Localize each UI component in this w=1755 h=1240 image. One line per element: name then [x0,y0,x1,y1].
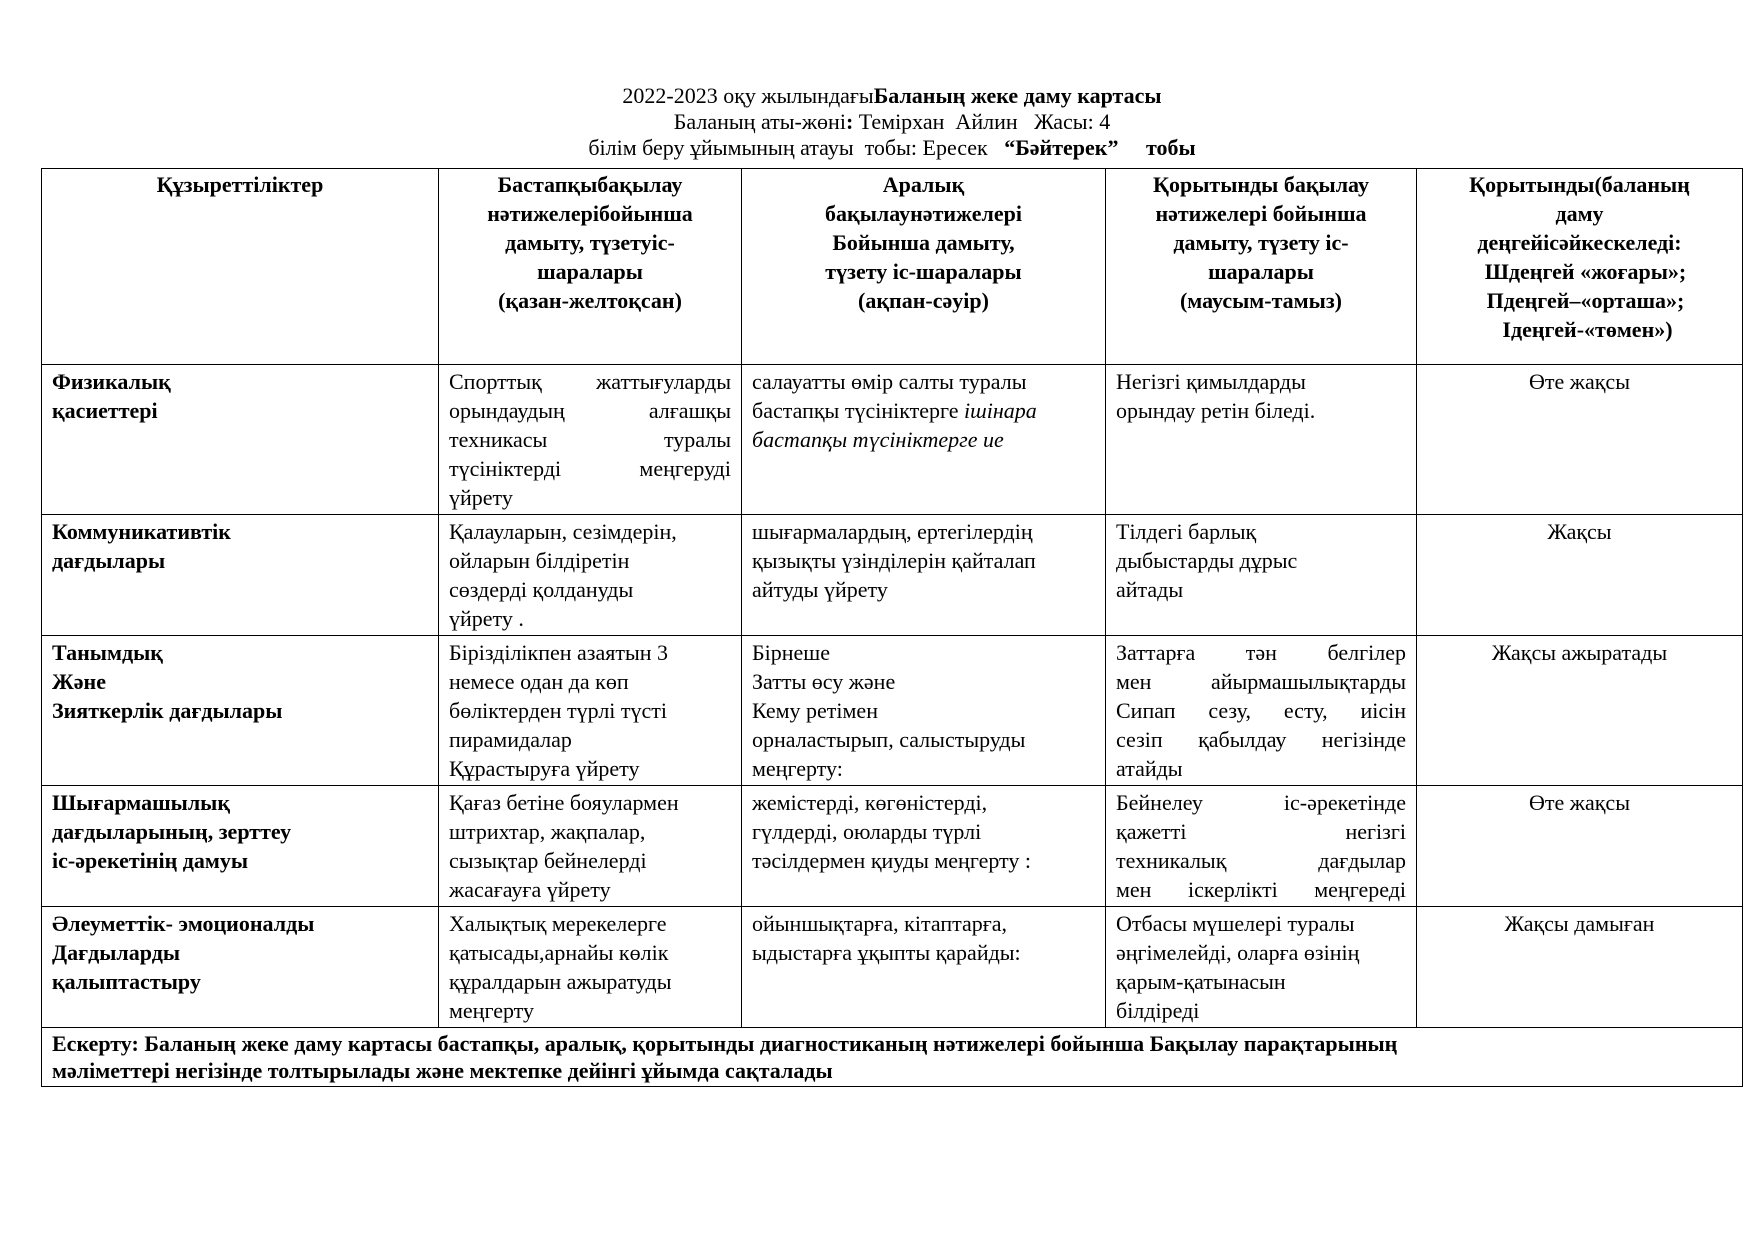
cell-line: шығармалардың, ертегілердің [752,519,1033,544]
cell-line: Танымдық [52,640,163,665]
cell-line: Отбасы мүшелері туралы [1116,911,1355,936]
result-cell: Жақсы дамыған [1417,907,1743,1028]
cell-line: орналастырып, салыстыруды [752,727,1026,752]
column-header-line: деңгейісәйкескеледі: [1477,230,1682,255]
group-gap [1118,135,1146,160]
cell-line-italic: бастапқы түсініктерге ие [752,427,1004,452]
header-line-title [42,83,1742,109]
cell-line: Бірізділікпен азаятын 3 [449,640,669,665]
cell-line: Спорттық жаттығуларды [449,369,731,394]
column-header-line: даму [1555,201,1604,226]
cell-line: атайды [1116,756,1183,781]
cell-line: қалыптастыру [52,969,201,994]
cell-line: ойларын білдіретін [449,548,630,573]
result-cell: Өте жақсы [1417,786,1743,907]
cell-line: сөздерді қолдануды [449,577,634,602]
column-header-line: Ідеңгей-«төмен») [1502,317,1673,342]
initial-measures-cell [439,907,742,1028]
table-row [42,515,1743,636]
cell-line: Заттарға тән белгілер [1116,640,1406,665]
cell-line: дағдылары [52,548,166,573]
cell-line: түсініктерді меңгеруді [449,456,731,481]
cell-line: Коммуникативтік [52,519,231,544]
cell-line: Сипап сезу, есту, иісін [1116,698,1406,723]
cell-line: Бірнеше [752,640,830,665]
cell-text: бастапқы түсініктерге [752,398,964,423]
group-label: білім беру ұйымының атауы тобы: Ересек [588,135,1005,160]
cell-line: Физикалық [52,369,171,394]
column-header-line: түзету іс-шаралары [825,259,1022,284]
cell-line: ойыншықтарға, кітаптарға, [752,911,1008,936]
cell-line: гүлдерді, оюларды түрлі [752,819,982,844]
cell-line: Құрастыруға үйрету [449,756,640,781]
cell-line: меңгерту [449,998,534,1023]
note-cell [42,1028,1743,1087]
column-header-line: шаралары [537,259,643,284]
cell-line: Қалауларын, сезімдерін, [449,519,677,544]
cell-line: Тілдегі барлық [1116,519,1257,544]
document-title: Баланың жеке даму картасы [873,83,1162,108]
cell-line: Зияткерлік дағдылары [52,698,283,723]
column-header-line: дамыту, түзету іс- [1173,230,1349,255]
cell-line: құралдарын ажыратуды [449,969,672,994]
cell-line: қарым-қатынасын [1116,969,1286,994]
table-header-row [42,169,1743,365]
cell-line: әңгімелейді, оларға өзінің [1116,940,1360,965]
cell-line: Затты өсу және [752,669,896,694]
cell-line: Шығармашылық [52,790,231,815]
cell-line: мен айырмашылықтарды [1116,669,1406,694]
development-card-table [41,168,1743,1087]
group-suffix: тобы [1145,135,1196,160]
cell-line: қатысады,арнайы көлік [449,940,669,965]
cell-line: қажетті негізгі [1116,819,1406,844]
column-header-line: (қазан-желтоқсан) [498,288,682,313]
initial-measures-cell [439,786,742,907]
academic-year-text: 2022-2023 оқу жылындағы [622,83,874,108]
cell-line: Әлеуметтік- эмоционалды [52,911,315,936]
cell-line: техникасы туралы [449,427,731,452]
child-name-colon: : [845,109,854,134]
final-measures-cell [1106,515,1417,636]
child-name-label: Баланың аты-жөні [673,109,846,134]
cell-line: Дағдыларды [52,940,181,965]
table-row [42,365,1743,515]
column-header-line: Аралық [882,172,965,197]
cell-text-italic: ішінара [963,398,1037,423]
cell-line: сезіп қабылдау негізінде [1116,727,1406,752]
cell-line: ыдыстарға ұқыпты қарайды: [752,940,1021,965]
competency-cell [42,786,439,907]
cell-line: Бейнелеу іс-әрекетінде [1116,790,1406,815]
cell-line: техникалық дағдылар [1116,848,1406,873]
intermediate-measures-cell [742,786,1106,907]
column-header-line: нәтижелерібойынша [487,201,693,226]
column-header-line: Құзыреттіліктер [156,172,324,197]
table-row [42,636,1743,786]
cell-line [752,396,1095,425]
cell-line: қызықты үзінділерін қайталап [752,548,1036,573]
table-row [42,907,1743,1028]
initial-measures-cell [439,515,742,636]
final-measures-cell [1106,636,1417,786]
column-header-final [1106,169,1417,365]
final-measures-cell [1106,907,1417,1028]
column-header-line: Қорытынды бақылау [1153,172,1369,197]
cell-line: дағдыларының, зерттеу [52,819,292,844]
cell-line: меңгерту: [752,756,843,781]
final-measures-cell [1106,786,1417,907]
column-header-line: Қорытынды(баланың [1469,172,1690,197]
column-header-line: шаралары [1208,259,1314,284]
column-header-competencies [42,169,439,365]
cell-line: білдіреді [1116,998,1200,1023]
competency-cell [42,636,439,786]
column-header-result [1417,169,1743,365]
result-cell: Жақсы [1417,515,1743,636]
cell-line: Қағаз бетіне бояулармен [449,790,679,815]
competency-cell [42,365,439,515]
column-header-line: Пдеңгей–«орташа»; [1486,288,1685,313]
cell-line: жасағауға үйрету [449,877,611,902]
cell-line: Негізгі қимылдарды [1116,369,1306,394]
cell-line: айтуды үйрету [752,577,888,602]
intermediate-measures-cell [742,907,1106,1028]
cell-line: салауатты өмір салты туралы [752,369,1027,394]
child-name-and-age: Темірхан Айлин Жасы: 4 [853,109,1111,134]
cell-line: үйрету . [449,606,524,631]
column-header-line: нәтижелері бойынша [1155,201,1367,226]
cell-line: қасиеттері [52,398,158,423]
cell-line: мен іскерлікті меңгереді [1116,877,1406,902]
cell-line: тәсілдермен қиуды меңгерту : [752,848,1031,873]
column-header-initial [439,169,742,365]
result-cell: Жақсы ажыратады [1417,636,1743,786]
cell-line: немесе одан да көп [449,669,629,694]
competency-cell [42,515,439,636]
column-header-line: Шдеңгей «жоғары»; [1484,259,1687,284]
note-line: Ескерту: Баланың жеке даму картасы бастапқы, аралық, қорытынды диагностиканың нәтижелері бойынша Бақылау парақтарының [52,1031,1398,1056]
cell-line: Халықтық мерекелерге [449,911,667,936]
note-row [42,1028,1743,1087]
cell-line: дыбыстарды дұрыс [1116,548,1298,573]
note-line: мәліметтері негізінде толтырылады және мектепке дейінгі ұйымда сақталады [52,1058,833,1083]
cell-line: пирамидалар [449,727,572,752]
intermediate-measures-cell [742,636,1106,786]
cell-line: Және [52,669,106,694]
cell-line: бөліктерден түрлі түсті [449,698,668,723]
table-row [42,786,1743,907]
column-header-intermediate [742,169,1106,365]
intermediate-measures-cell [742,515,1106,636]
initial-measures-cell [439,365,742,515]
cell-line: іс-әрекетінің дамуы [52,848,249,873]
result-cell: Өте жақсы [1417,365,1743,515]
cell-line: жемістерді, көгөністерді, [752,790,988,815]
cell-line: айтады [1116,577,1184,602]
cell-line: үйрету [449,485,513,510]
cell-line: сызықтар бейнелерді [449,848,647,873]
document-header [42,83,1742,161]
column-header-line: (маусым-тамыз) [1179,288,1343,313]
competency-cell [42,907,439,1028]
column-header-line: (ақпан-сәуір) [858,288,989,313]
column-header-line: дамыту, түзетуіс- [505,230,675,255]
column-header-line: Бойынша дамыту, [832,230,1015,255]
cell-line: орындау ретін біледі. [1116,398,1316,423]
cell-line: орындаудың алғашқы [449,398,731,423]
column-header-line: Бастапқыбақылау [497,172,683,197]
header-line-child [42,109,1742,135]
intermediate-measures-cell [742,365,1106,515]
column-header-line: бақылаунәтижелері [825,201,1022,226]
final-measures-cell [1106,365,1417,515]
cell-line: штрихтар, жақпалар, [449,819,646,844]
header-line-group [42,135,1742,161]
group-name: “Бәйтерек” [1004,135,1119,160]
initial-measures-cell [439,636,742,786]
cell-line: Кему ретімен [752,698,878,723]
